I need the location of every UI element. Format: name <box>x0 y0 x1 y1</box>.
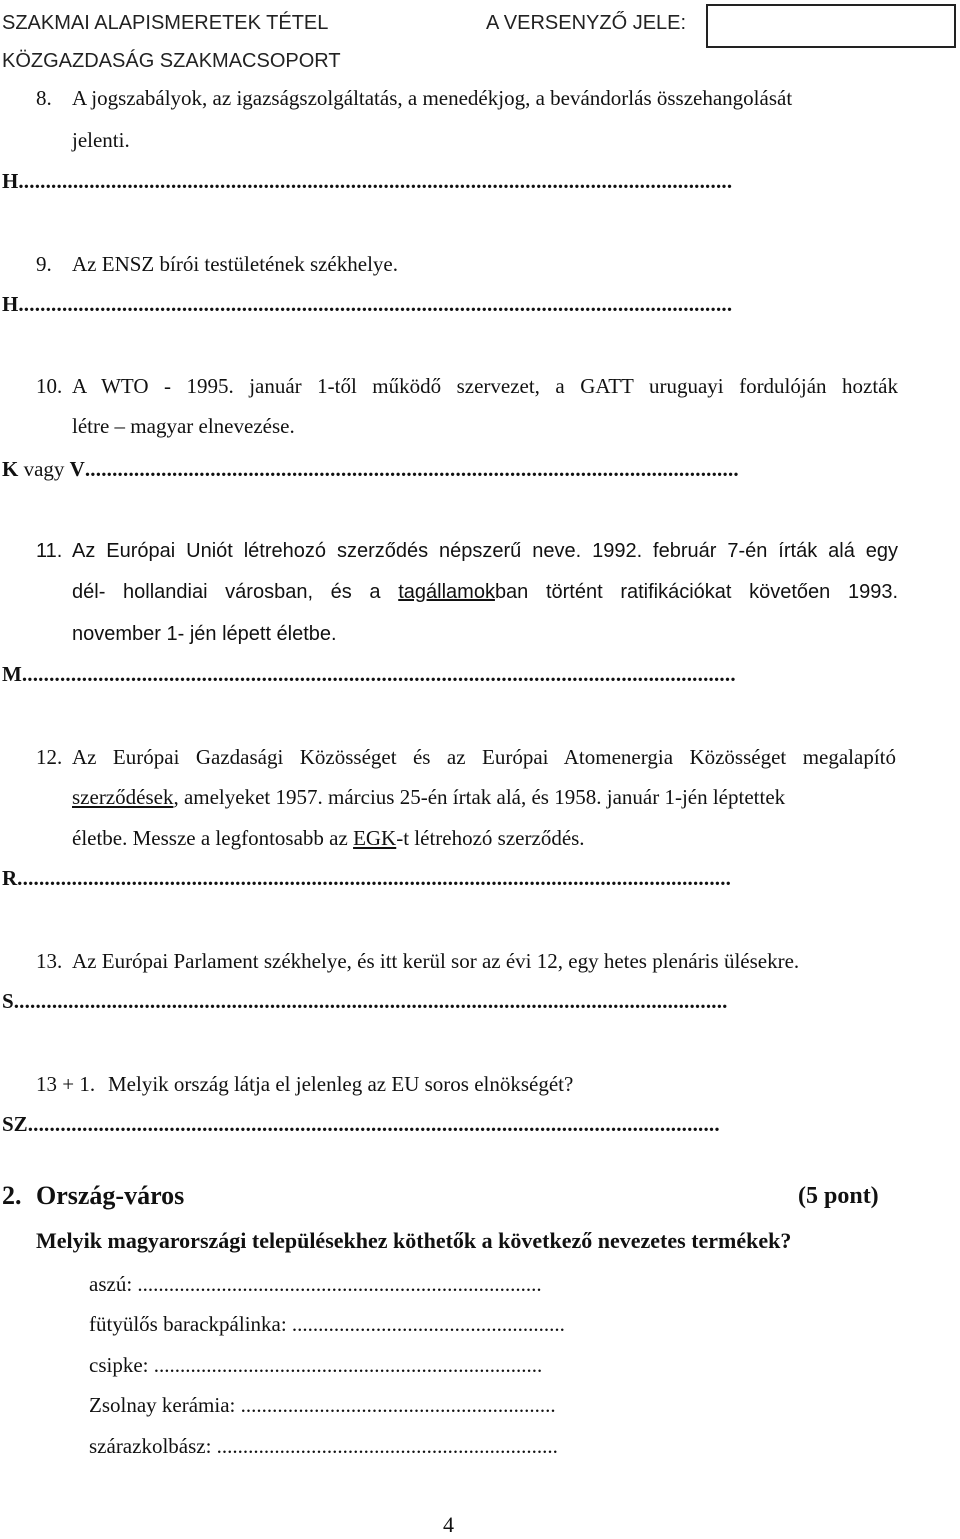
product-item-barackpalinka[interactable]: fütyülős barackpálinka: .................................................... <box>89 1312 565 1336</box>
product-item-aszu[interactable]: aszú: ............................................................................. <box>89 1272 542 1296</box>
question-12-line2-end: , amelyeket 1957. március 25-én írtak alá, és 1958. január 1-jén léptettek <box>173 785 786 809</box>
question-11-text-line2 <box>72 578 898 606</box>
competitor-code-label: A VERSENYZŐ JELE: <box>486 12 687 34</box>
question-13-number: 13. <box>36 949 63 973</box>
section-2-number: 2. <box>2 1181 22 1210</box>
answer-11-line[interactable] <box>2 660 892 688</box>
header-title: SZAKMAI ALAPISMERETEK TÉTEL <box>2 12 329 34</box>
question-14-number: 13 + 1. <box>36 1072 96 1096</box>
section-2-title: Ország-város <box>36 1181 185 1210</box>
answer-11-dots: ................................................................................................................................... <box>21 662 736 686</box>
question-8-text-line2: jelenti. <box>72 128 130 152</box>
answer-12-dots: ................................................................................................................................... <box>17 866 732 890</box>
question-12-text-line1: Az Európai Gazdasági Közösséget és az Európai Atomenergia Közösséget megalapító <box>72 745 896 769</box>
product-item-zsolnay[interactable]: Zsolnay kerámia: ............................................................ <box>89 1393 556 1417</box>
answer-10-letter-k: K <box>2 457 19 481</box>
answer-13-dots: ................................................................................................................................... <box>13 989 728 1013</box>
answer-14-line[interactable] <box>2 1110 892 1138</box>
answer-11-letter: M <box>2 662 22 686</box>
answer-10-or: vagy <box>18 457 70 481</box>
question-12-egk-term: EGK <box>353 826 397 850</box>
question-13-text: Az Európai Parlament székhelye, és itt kerül sor az évi 12, egy hetes plenáris ülésekre. <box>72 949 800 973</box>
answer-13-letter: S <box>2 989 14 1013</box>
answer-12-letter: R <box>2 866 18 890</box>
answer-12-line[interactable] <box>2 864 892 892</box>
question-12-text-line2 <box>72 783 785 811</box>
question-11-text-line1: Az Európai Uniót létrehozó szerződés népszerű neve. 1992. február 7-én írták alá egy <box>72 540 898 562</box>
question-11-number: 11. <box>36 540 63 562</box>
answer-8-line[interactable] <box>2 167 892 195</box>
answer-13-line[interactable] <box>2 987 892 1015</box>
question-10-text-line2: létre – magyar elnevezése. <box>72 414 295 438</box>
answer-14-dots: ............................................................................................................................... <box>27 1112 720 1136</box>
question-9-text: Az ENSZ bírói testületének székhelye. <box>72 252 398 276</box>
question-8-number: 8. <box>36 86 52 110</box>
page-number: 4 <box>443 1512 454 1537</box>
section-2-question: Melyik magyarországi településekhez köthetők a következő nevezetes termékek? <box>36 1228 792 1253</box>
question-9-number: 9. <box>36 252 52 276</box>
question-12-line3-start: életbe. Messze a legfontosabb az <box>72 826 354 850</box>
question-8-text-line1: A jogszabályok, az igazságszolgáltatás, a menedékjog, a bevándorlás összehangolását <box>72 86 793 110</box>
answer-10-dots: ........................................................................................................................ <box>84 457 739 481</box>
question-12-underlined-term: szerződések <box>72 785 174 809</box>
section-2-points: (5 pont) <box>798 1183 879 1209</box>
answer-9-letter: H <box>2 292 19 316</box>
question-11-underlined-term: tagállamok <box>398 581 495 603</box>
competitor-code-box <box>706 4 956 48</box>
answer-9-line[interactable] <box>2 290 892 318</box>
answer-10-letter-v: V <box>69 457 85 481</box>
product-item-szarazkolbasz[interactable]: szárazkolbász: ................................................................. <box>89 1434 558 1458</box>
question-12-line3-end: -t létrehozó szerződés. <box>396 826 585 850</box>
answer-10-line[interactable] <box>2 455 892 483</box>
question-14-text: Melyik ország látja el jelenleg az EU soros elnökségét? <box>108 1072 574 1096</box>
question-10-number: 10. <box>36 374 63 398</box>
question-11-line2-end: ban történt ratifikációkat követően 1993. <box>494 581 898 603</box>
answer-8-letter: H <box>2 169 19 193</box>
answer-9-dots: ................................................................................................................................... <box>18 292 733 316</box>
header-subtitle: KÖZGAZDASÁG SZAKMACSOPORT <box>2 50 341 72</box>
question-10-text-line1: A WTO - 1995. január 1-től működő szervezet, a GATT uruguayi fordulóján hozták <box>72 374 898 398</box>
answer-8-dots: ................................................................................................................................... <box>18 169 733 193</box>
question-12-text-line3 <box>72 824 585 852</box>
question-12-number: 12. <box>36 745 63 769</box>
question-11-text-line3: november 1- jén lépett életbe. <box>72 623 337 645</box>
question-11-line2-start: dél- hollandiai városban, és a <box>72 581 399 603</box>
answer-14-letter: SZ <box>2 1112 28 1136</box>
product-item-csipke[interactable]: csipke: .......................................................................... <box>89 1353 543 1377</box>
